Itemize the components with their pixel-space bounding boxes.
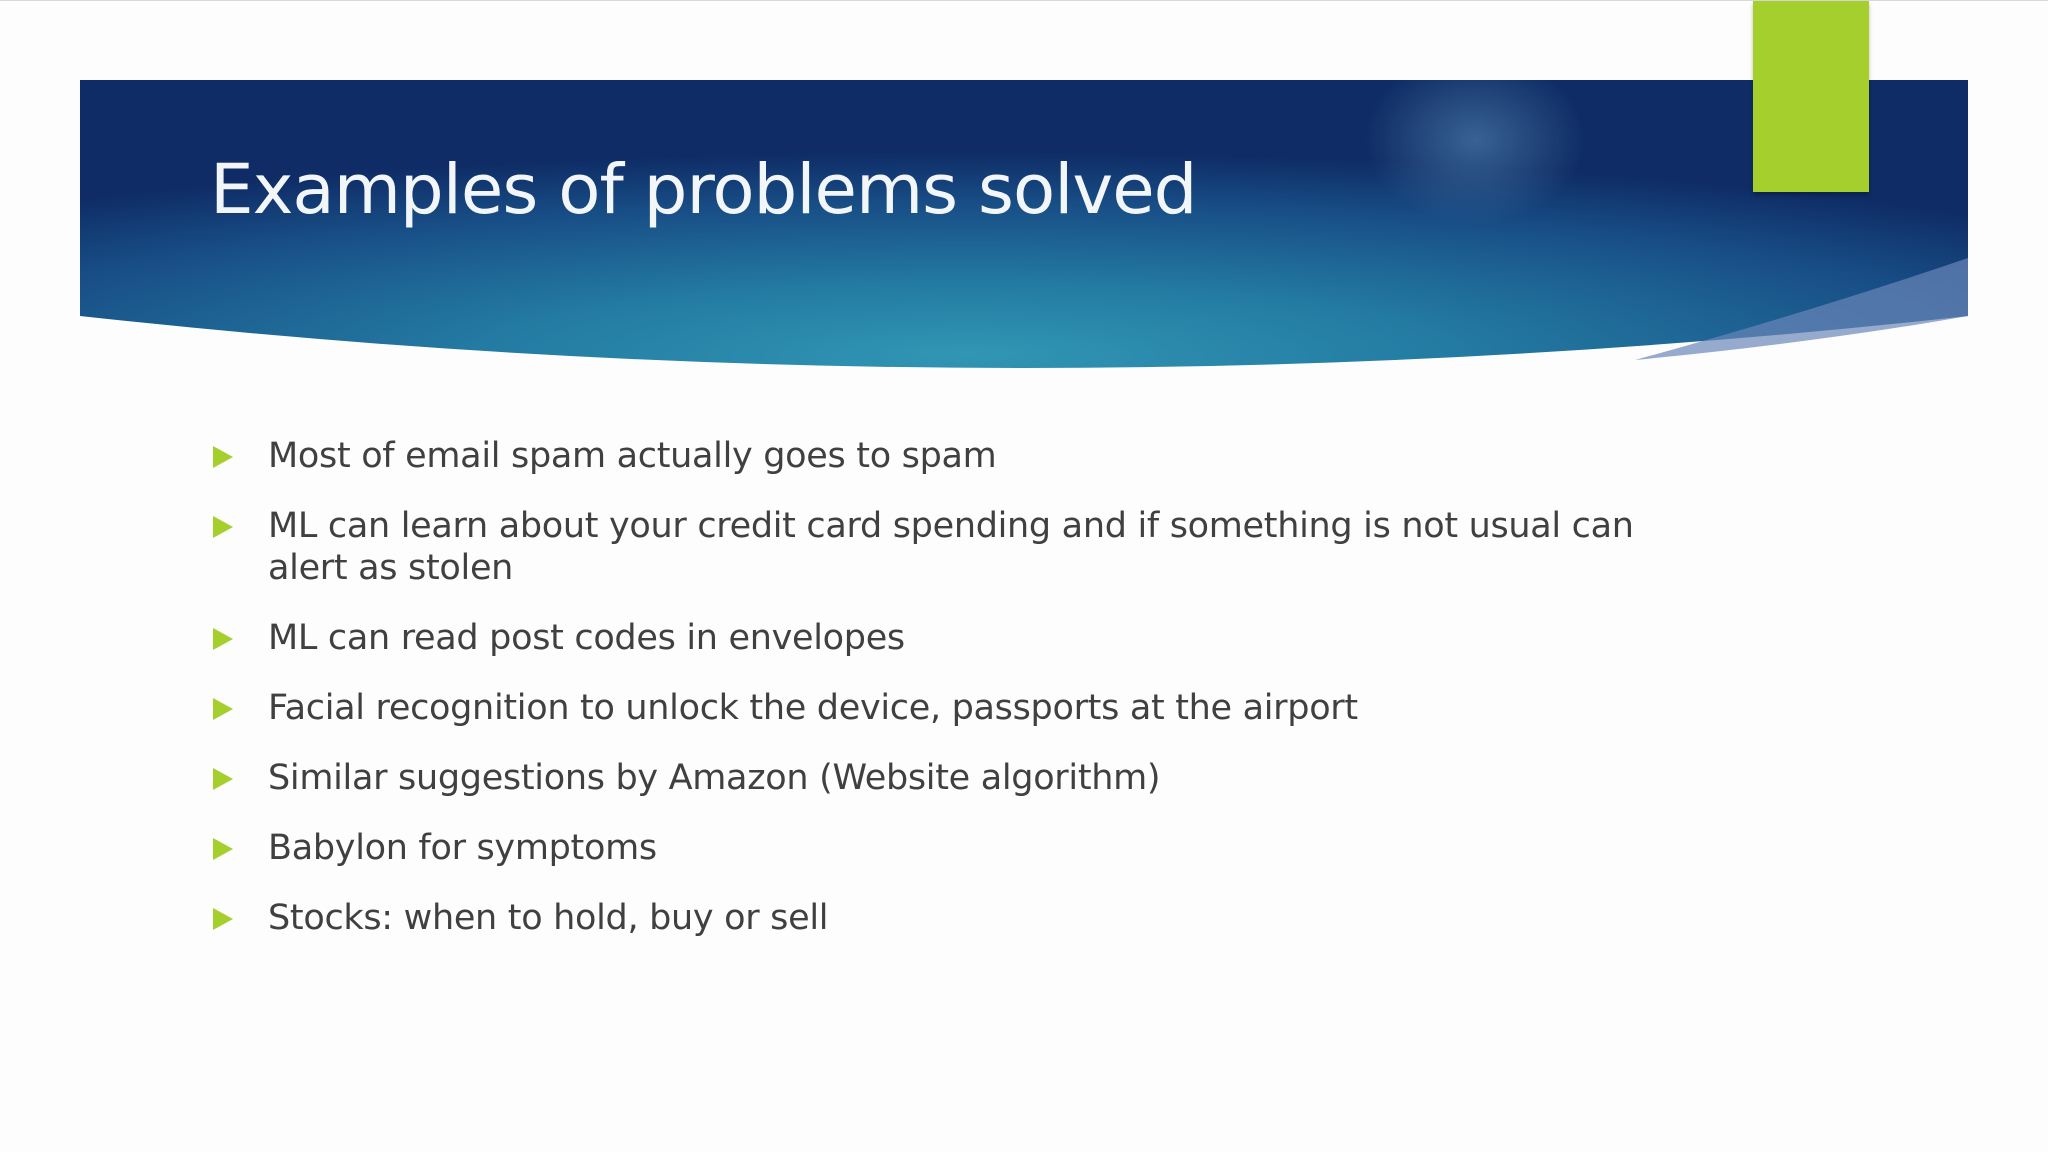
triangle-right-icon	[213, 446, 233, 468]
bullet-text: ML can learn about your credit card spending and if something is not usual can alert as stolen	[268, 506, 1634, 588]
title-banner	[80, 80, 1968, 382]
bullet-item	[210, 505, 1670, 589]
triangle-right-icon	[213, 698, 233, 720]
bullet-item	[210, 757, 1670, 799]
bullet-item	[210, 827, 1670, 869]
bullet-text: Similar suggestions by Amazon (Website algorithm)	[268, 758, 1161, 798]
triangle-right-icon	[213, 838, 233, 860]
triangle-right-icon	[213, 908, 233, 930]
bullet-item	[210, 617, 1670, 659]
bullet-item	[210, 897, 1670, 939]
bullet-text: Babylon for symptoms	[268, 828, 657, 868]
triangle-right-icon	[213, 516, 233, 538]
bullet-text: ML can read post codes in envelopes	[268, 618, 905, 658]
bullet-text: Most of email spam actually goes to spam	[268, 436, 997, 476]
bullet-item	[210, 687, 1670, 729]
bullet-item	[210, 435, 1670, 477]
triangle-right-icon	[213, 768, 233, 790]
bullet-text: Stocks: when to hold, buy or sell	[268, 898, 829, 938]
accent-tab	[1753, 1, 1869, 192]
triangle-right-icon	[213, 628, 233, 650]
bullet-text: Facial recognition to unlock the device, passports at the airport	[268, 688, 1358, 728]
bullet-list	[210, 435, 1670, 967]
slide-title: Examples of problems solved	[210, 150, 1197, 230]
